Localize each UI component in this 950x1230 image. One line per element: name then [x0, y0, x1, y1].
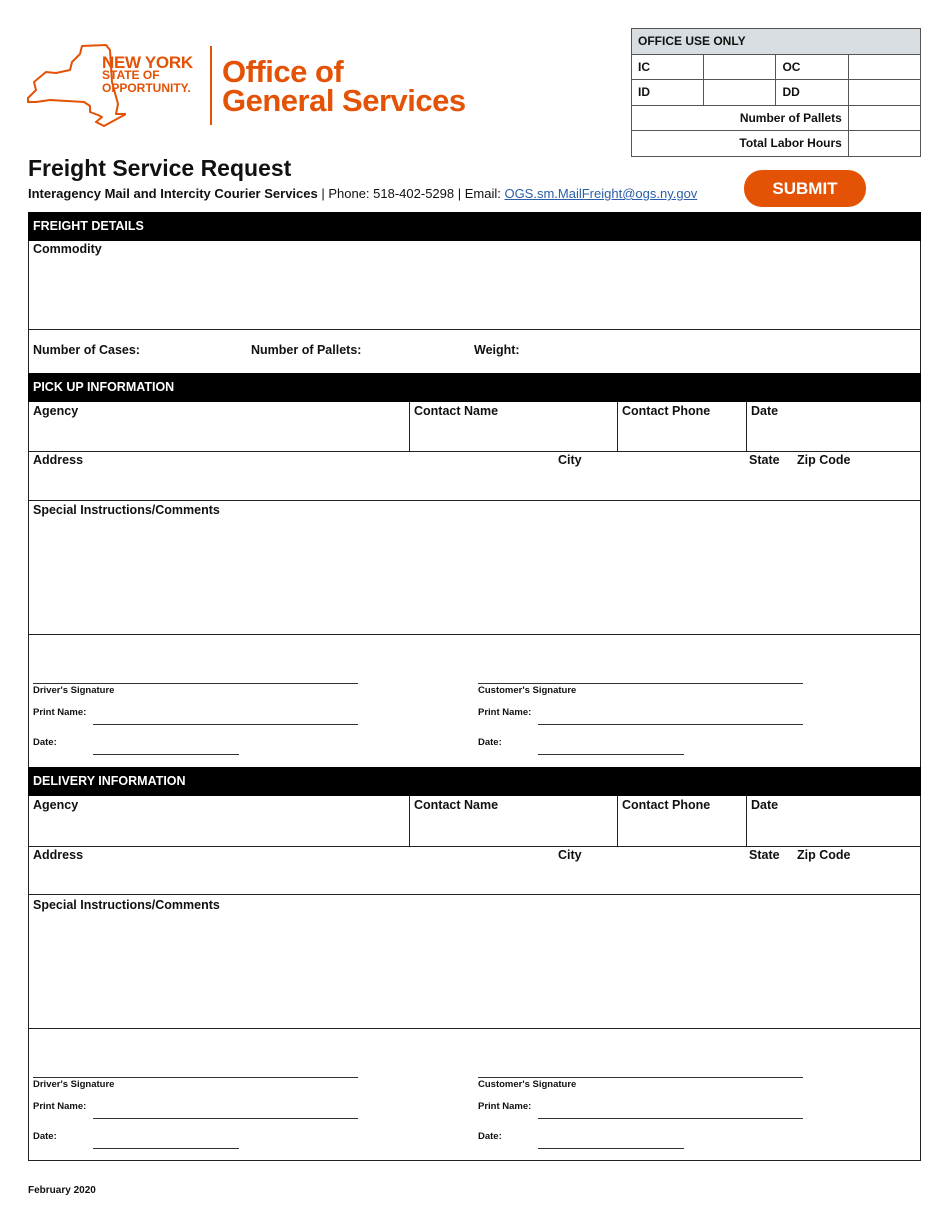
ic-label: IC	[632, 54, 704, 80]
submit-button[interactable]: SUBMIT	[744, 170, 866, 207]
delivery-city-field[interactable]	[555, 864, 740, 892]
delivery-driver-signature-line[interactable]	[33, 1077, 358, 1078]
pickup-customer-date-line[interactable]	[538, 754, 684, 755]
pickup-zip-label: Zip Code	[797, 453, 851, 467]
pickup-zip-field[interactable]	[795, 470, 918, 498]
pickup-date-label: Date	[751, 404, 779, 418]
delivery-customer-signature-line[interactable]	[478, 1077, 803, 1078]
labor-hours-label: Total Labor Hours	[632, 131, 849, 157]
oc-label: OC	[776, 54, 848, 80]
office-use-title: OFFICE USE ONLY	[632, 29, 921, 55]
delivery-address-label: Address	[33, 848, 84, 862]
delivery-zip-field[interactable]	[795, 864, 918, 892]
delivery-customer-date-label: Date:	[478, 1131, 502, 1142]
labor-hours-field[interactable]	[848, 131, 920, 157]
pickup-customer-date-label: Date:	[478, 737, 502, 748]
cases-label: Number of Cases:	[33, 343, 140, 357]
pickup-state-field[interactable]	[746, 470, 791, 498]
dd-label: DD	[776, 80, 848, 106]
delivery-contact-name-field[interactable]	[411, 814, 615, 842]
pickup-driver-date-line[interactable]	[93, 754, 239, 755]
pickup-contact-phone-field[interactable]	[619, 420, 744, 448]
pickup-customer-signature-label: Customer's Signature	[478, 685, 577, 696]
dd-field[interactable]	[848, 80, 920, 106]
delivery-state-label: State	[749, 848, 780, 862]
delivery-state-field[interactable]	[746, 864, 791, 892]
weight-label: Weight:	[474, 343, 520, 357]
delivery-driver-signature-label: Driver's Signature	[33, 1079, 115, 1090]
email-link[interactable]: OGS.sm.MailFreight@ogs.ny.gov	[504, 186, 698, 201]
pickup-customer-print-line[interactable]	[538, 724, 803, 725]
delivery-date-label: Date	[751, 798, 779, 812]
pickup-customer-signature-line[interactable]	[478, 683, 803, 684]
pickup-date-field[interactable]	[748, 420, 918, 448]
delivery-city-label: City	[558, 848, 582, 862]
pickup-city-label: City	[558, 453, 582, 467]
commodity-field[interactable]	[29, 258, 920, 328]
office-pallets-label: Number of Pallets	[632, 105, 849, 131]
pickup-driver-signature-line[interactable]	[33, 683, 358, 684]
freight-pallets-label: Number of Pallets:	[251, 343, 362, 357]
delivery-customer-print-line[interactable]	[538, 1118, 803, 1119]
pickup-heading: PICK UP INFORMATION	[28, 373, 921, 402]
ogs-wordmark	[222, 54, 466, 118]
ogs-line-2: General Services	[222, 83, 466, 118]
service-name: Interagency Mail and Intercity Courier Services	[28, 186, 318, 201]
delivery-driver-print-line[interactable]	[93, 1118, 358, 1119]
footer-date: February 2020	[28, 1185, 96, 1196]
logo-divider	[210, 46, 212, 125]
delivery-address-field[interactable]	[29, 864, 549, 892]
delivery-customer-print-label: Print Name:	[478, 1101, 532, 1112]
delivery-date-field[interactable]	[748, 814, 918, 842]
office-pallets-field[interactable]	[848, 105, 920, 131]
delivery-contact-phone-field[interactable]	[619, 814, 744, 842]
pickup-driver-date-label: Date:	[33, 737, 57, 748]
delivery-customer-signature-label: Customer's Signature	[478, 1079, 577, 1090]
pickup-agency-label: Agency	[33, 404, 79, 418]
pickup-contact-name-field[interactable]	[411, 420, 615, 448]
delivery-comments-field[interactable]	[29, 914, 920, 1026]
pickup-comments-label: Special Instructions/Comments	[33, 503, 220, 517]
delivery-contact-name-label: Contact Name	[414, 798, 499, 812]
pickup-address-label: Address	[33, 453, 84, 467]
delivery-driver-print-label: Print Name:	[33, 1101, 87, 1112]
office-use-table	[631, 28, 921, 157]
pickup-city-field[interactable]	[555, 470, 740, 498]
weight-field[interactable]	[525, 336, 725, 364]
pickup-agency-field[interactable]	[29, 420, 407, 448]
cases-field[interactable]	[140, 336, 240, 364]
pickup-contact-name-label: Contact Name	[414, 404, 499, 418]
freight-details-heading: FREIGHT DETAILS	[28, 212, 921, 241]
pickup-driver-signature-label: Driver's Signature	[33, 685, 115, 696]
pickup-state-label: State	[749, 453, 780, 467]
delivery-driver-date-line[interactable]	[93, 1148, 239, 1149]
oc-field[interactable]	[848, 54, 920, 80]
id-label: ID	[632, 80, 704, 106]
commodity-label: Commodity	[33, 242, 102, 256]
delivery-zip-label: Zip Code	[797, 848, 851, 862]
delivery-contact-phone-label: Contact Phone	[622, 798, 711, 812]
pickup-driver-print-line[interactable]	[93, 724, 358, 725]
ny-tagline-2: OPPORTUNITY.	[102, 81, 191, 95]
ogs-line-1: Office of	[222, 54, 344, 89]
ic-field[interactable]	[704, 54, 776, 80]
nys-logo	[26, 42, 206, 128]
pickup-contact-phone-label: Contact Phone	[622, 404, 711, 418]
delivery-heading: DELIVERY INFORMATION	[28, 767, 921, 796]
pickup-customer-print-label: Print Name:	[478, 707, 532, 718]
delivery-agency-label: Agency	[33, 798, 79, 812]
ny-wordmark: NEW YORK	[102, 53, 193, 72]
freight-pallets-field[interactable]	[362, 336, 462, 364]
phone-text: | Phone: 518-402-5298 | Email:	[317, 186, 505, 201]
pickup-comments-field[interactable]	[29, 520, 920, 632]
id-field[interactable]	[704, 80, 776, 106]
ny-tagline-1: STATE OF	[102, 68, 160, 82]
pickup-address-field[interactable]	[29, 470, 549, 498]
delivery-driver-date-label: Date:	[33, 1131, 57, 1142]
page-title: Freight Service Request	[28, 155, 292, 181]
pickup-driver-print-label: Print Name:	[33, 707, 87, 718]
delivery-customer-date-line[interactable]	[538, 1148, 684, 1149]
delivery-agency-field[interactable]	[29, 814, 407, 842]
contact-line	[28, 186, 697, 201]
delivery-comments-label: Special Instructions/Comments	[33, 898, 220, 912]
